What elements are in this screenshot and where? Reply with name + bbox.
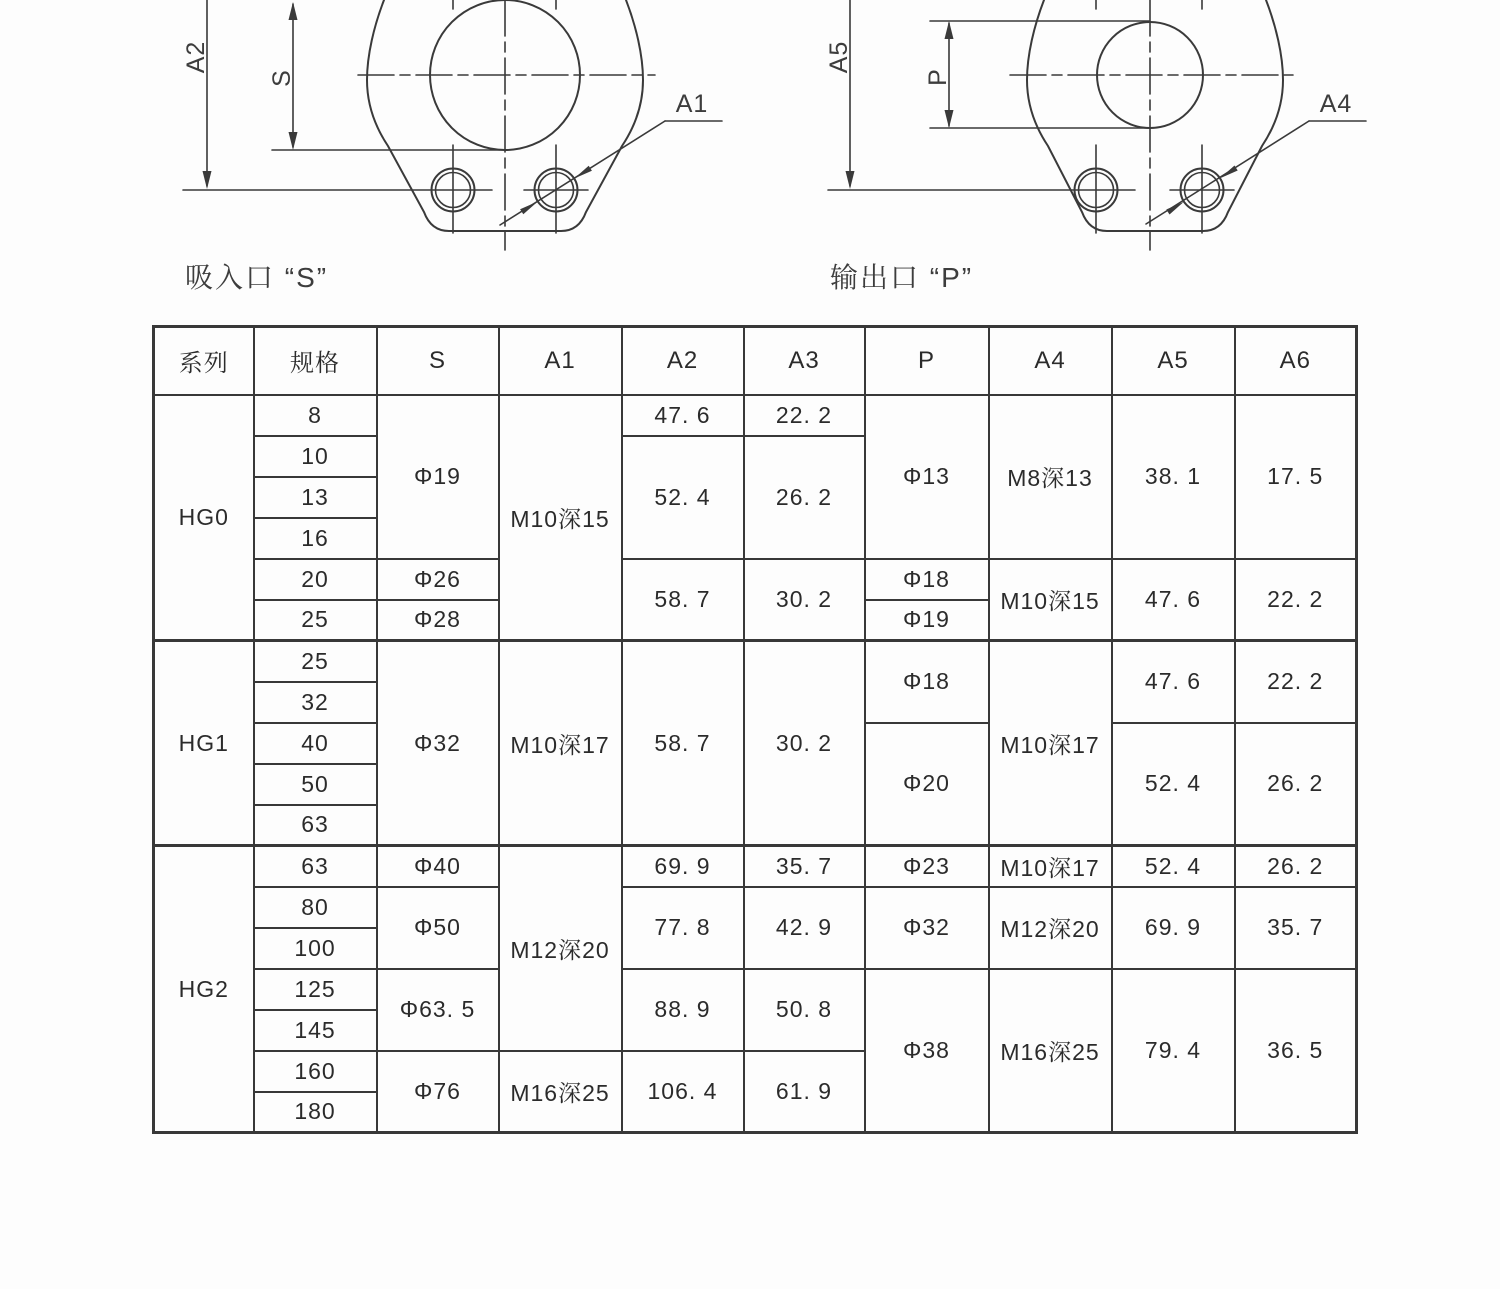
spec-cell: 61. 9 — [744, 1051, 865, 1133]
arrow-up — [289, 2, 298, 20]
spec-cell: M10深17 — [499, 641, 622, 846]
spec-cell: 106. 4 — [622, 1051, 744, 1133]
spec-cell: 52. 4 — [1112, 846, 1235, 887]
spec-cell: Φ19 — [865, 600, 989, 641]
spec-cell: 63 — [254, 846, 377, 887]
column-header: A1 — [499, 327, 622, 395]
a5-dimension-label: A5 — [825, 40, 853, 74]
arrow-down — [203, 171, 212, 189]
spec-cell: 17. 5 — [1235, 395, 1357, 559]
arrow-down — [945, 110, 954, 128]
spec-cell: M10深15 — [989, 559, 1112, 641]
a2-dimension-label: A2 — [182, 40, 210, 74]
spec-cell: M10深17 — [989, 641, 1112, 846]
spec-cell: 47. 6 — [622, 395, 744, 436]
spec-table-body — [154, 395, 1357, 1133]
spec-cell: 20 — [254, 559, 377, 600]
spec-cell: 58. 7 — [622, 559, 744, 641]
spec-cell: 30. 2 — [744, 641, 865, 846]
column-header: A4 — [989, 327, 1112, 395]
column-header: A2 — [622, 327, 744, 395]
spec-cell: 8 — [254, 395, 377, 436]
column-header: A3 — [744, 327, 865, 395]
spec-cell: M10深15 — [499, 395, 622, 641]
spec-cell: Φ50 — [377, 887, 499, 969]
spec-cell: 77. 8 — [622, 887, 744, 969]
spec-cell: 180 — [254, 1092, 377, 1133]
spec-cell: 79. 4 — [1112, 969, 1235, 1133]
spec-cell: 35. 7 — [744, 846, 865, 887]
spec-cell: Φ19 — [377, 395, 499, 559]
arrow-down — [846, 171, 855, 189]
spec-cell: 88. 9 — [622, 969, 744, 1051]
spec-cell: Φ20 — [865, 723, 989, 846]
column-header: A5 — [1112, 327, 1235, 395]
series-cell: HG2 — [154, 846, 254, 1133]
column-header: 系列 — [154, 327, 254, 395]
technical-drawings — [0, 0, 1500, 305]
spec-cell: 160 — [254, 1051, 377, 1092]
arrow-down — [289, 132, 298, 150]
spec-cell: 22. 2 — [744, 395, 865, 436]
flange-outline — [1027, 0, 1283, 231]
header-row — [154, 327, 1357, 395]
spec-cell: 50 — [254, 764, 377, 805]
spec-cell: Φ26 — [377, 559, 499, 600]
spec-cell: M16深25 — [989, 969, 1112, 1133]
spec-cell: 145 — [254, 1010, 377, 1051]
spec-cell: Φ38 — [865, 969, 989, 1133]
spec-cell: Φ18 — [865, 641, 989, 723]
a4-hole-label: A4 — [1319, 90, 1353, 118]
a1-hole-label: A1 — [675, 90, 709, 118]
spec-cell: 50. 8 — [744, 969, 865, 1051]
spec-cell: Φ32 — [377, 641, 499, 846]
spec-cell: 52. 4 — [622, 436, 744, 559]
table-row — [154, 969, 1357, 1010]
outlet-caption: 输出口 “P” — [830, 262, 974, 293]
spec-cell: 26. 2 — [744, 436, 865, 559]
suction-caption: 吸入口 “S” — [185, 262, 329, 293]
spec-cell: Φ23 — [865, 846, 989, 887]
spec-cell: M10深17 — [989, 846, 1112, 887]
spec-cell: Φ76 — [377, 1051, 499, 1133]
column-header: 规格 — [254, 327, 377, 395]
s-dimension-label: S — [268, 69, 296, 87]
spec-cell: 52. 4 — [1112, 723, 1235, 846]
spec-cell: M12深20 — [499, 846, 622, 1051]
spec-cell: M16深25 — [499, 1051, 622, 1133]
spec-cell: 63 — [254, 805, 377, 846]
series-cell: HG1 — [154, 641, 254, 846]
spec-cell: 125 — [254, 969, 377, 1010]
spec-cell: 42. 9 — [744, 887, 865, 969]
spec-cell: 47. 6 — [1112, 641, 1235, 723]
arrow-upper-right — [1166, 202, 1184, 215]
spec-cell: 10 — [254, 436, 377, 477]
spec-cell: 35. 7 — [1235, 887, 1357, 969]
spec-cell: 22. 2 — [1235, 641, 1357, 723]
spec-cell: M8深13 — [989, 395, 1112, 559]
spec-cell: 30. 2 — [744, 559, 865, 641]
table-row — [154, 846, 1357, 887]
spec-cell: 80 — [254, 887, 377, 928]
table-row — [154, 395, 1357, 436]
spec-cell: 25 — [254, 641, 377, 682]
spec-cell: 25 — [254, 600, 377, 641]
arrow-up — [945, 21, 954, 39]
arrow-upper-right — [520, 202, 538, 215]
spec-cell: M12深20 — [989, 887, 1112, 969]
spec-cell: 100 — [254, 928, 377, 969]
spec-cell: Φ40 — [377, 846, 499, 887]
spec-cell: 58. 7 — [622, 641, 744, 846]
spec-cell: 36. 5 — [1235, 969, 1357, 1133]
spec-cell: 16 — [254, 518, 377, 559]
spec-table — [152, 325, 1358, 1134]
spec-cell: 32 — [254, 682, 377, 723]
table-row — [154, 559, 1357, 600]
spec-cell: Φ63. 5 — [377, 969, 499, 1051]
spec-cell: Φ32 — [865, 887, 989, 969]
suction-port-view — [182, 0, 722, 293]
spec-cell: 22. 2 — [1235, 559, 1357, 641]
spec-cell: 40 — [254, 723, 377, 764]
arrow-lower-left — [574, 166, 592, 179]
spec-cell: Φ28 — [377, 600, 499, 641]
table-row — [154, 887, 1357, 928]
spec-cell: 26. 2 — [1235, 846, 1357, 887]
spec-cell: 38. 1 — [1112, 395, 1235, 559]
p-dimension-label: P — [924, 68, 952, 86]
spec-cell: 13 — [254, 477, 377, 518]
column-header: P — [865, 327, 989, 395]
spec-cell: 69. 9 — [1112, 887, 1235, 969]
column-header: S — [377, 327, 499, 395]
outlet-port-view — [825, 0, 1366, 293]
spec-cell: 26. 2 — [1235, 723, 1357, 846]
arrow-lower-left — [1220, 166, 1238, 179]
spec-cell: 69. 9 — [622, 846, 744, 887]
spec-cell: Φ18 — [865, 559, 989, 600]
spec-cell: Φ13 — [865, 395, 989, 559]
spec-cell: 47. 6 — [1112, 559, 1235, 641]
series-cell: HG0 — [154, 395, 254, 641]
column-header: A6 — [1235, 327, 1357, 395]
table-row — [154, 641, 1357, 682]
